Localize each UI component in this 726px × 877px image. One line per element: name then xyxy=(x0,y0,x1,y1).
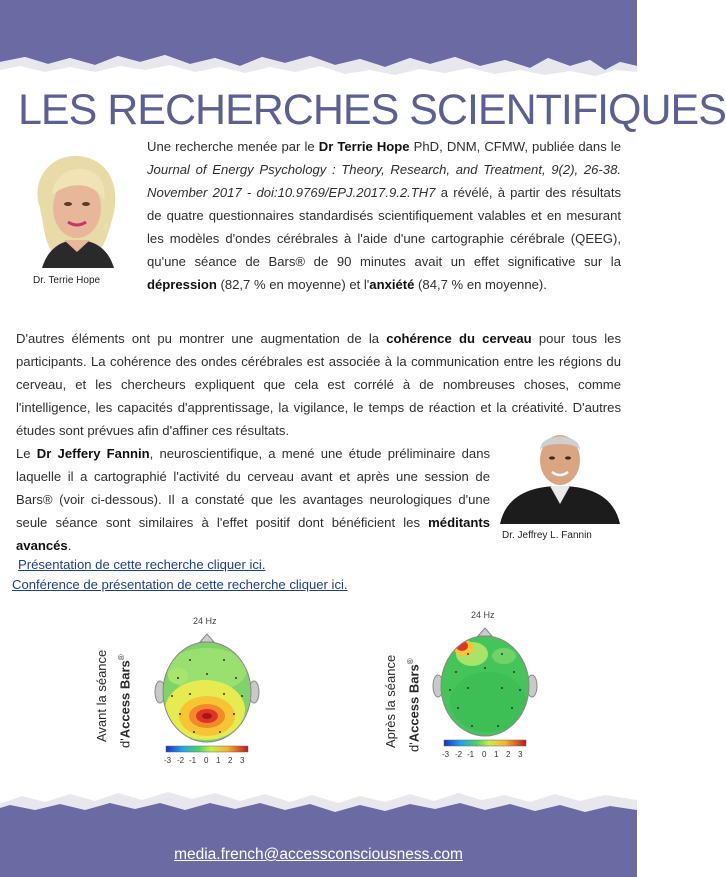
before-session-label: Avant la séance xyxy=(94,649,109,742)
after-scale-ticks xyxy=(442,750,523,759)
scale-tick: 2 xyxy=(228,756,233,765)
brain-coherence-paragraph: D'autres éléments ont pu montrer une augmentation de la cohérence du cerveau pour tous les participants. La cohérence des ondes cérébrales est associée à la communication entre les régions du cerveau, et les chercheurs expliquent que cela est corrélé à de nombreuses choses, comme l'intelligence, les capacités d'apprentissage, la vigilance, le temps de réaction et la créativité. D'autres études sont prévues afin d'affiner ces résultats. xyxy=(16,331,622,438)
contact-email-link[interactable]: media.french@accessconsciousness.com xyxy=(174,846,463,863)
jeffrey-fannin-photo xyxy=(500,420,620,524)
before-frequency-label: 24 Hz xyxy=(193,616,217,626)
terrie-hope-caption: Dr. Terrie Hope xyxy=(33,275,101,286)
scale-tick: 3 xyxy=(240,756,245,765)
scale-tick: 1 xyxy=(494,750,499,759)
brain-map-before xyxy=(150,612,280,777)
fannin-study-paragraph: Le Dr Jeffery Fannin, neuroscientifique, a mené une étude préliminaire dans laquelle il a cartographié l'activité du cerveau avant et après une session de Bars® (voir ci-dessous). Il a constaté que les avantages neurologiques d'une seule séance sont similaires à l'effet positif dont bénéficient les méditants avancés. xyxy=(16,446,491,553)
scale-tick: -1 xyxy=(467,750,475,759)
before-scale-ticks xyxy=(164,756,245,765)
after-session-label: Après la séance xyxy=(383,654,398,748)
scale-tick: -1 xyxy=(189,756,197,765)
before-session-label-brand: d'Access Bars® xyxy=(117,654,133,748)
scale-tick: -2 xyxy=(177,756,185,765)
top-decorative-band xyxy=(0,0,637,100)
scale-tick: 0 xyxy=(482,750,487,759)
hope-research-paragraph: Une recherche menée par le Dr Terrie Hope PhD, DNM, CFMW, publiée dans le Journal of Energy Psychology : Theory, Research, and Treatment, 9(2), 26-38. November 2017 - doi:10.9769/EPJ.2017.9.2.TH7 a révélé, à partir des résultats de quatre questionnaires standardisés scientifiquement valables et en mesurant les modèles d'ondes cérébrales à l'aide d'une cartographie cérébrale (QEEG), qu'une séance de Bars® de 90 minutes avait un effet significative sur la dépression (82,7 % en moyenne) et l'anxiété (84,7 % en moyenne). xyxy=(147,139,622,292)
scale-tick: -3 xyxy=(442,750,450,759)
presentation-link[interactable]: Présentation de cette recherche cliquer ici. xyxy=(18,557,266,572)
brain-map-after xyxy=(428,606,558,771)
scale-tick: 2 xyxy=(506,750,511,759)
scale-tick: 3 xyxy=(518,750,523,759)
scale-tick: -2 xyxy=(455,750,463,759)
terrie-hope-photo xyxy=(22,148,130,268)
after-frequency-label: 24 Hz xyxy=(471,610,495,620)
scale-tick: 0 xyxy=(204,756,209,765)
conference-link[interactable]: Conférence de présentation de cette recherche cliquer ici. xyxy=(12,577,348,592)
scale-tick: -3 xyxy=(164,756,172,765)
scale-tick: 1 xyxy=(216,756,221,765)
jeffrey-fannin-caption: Dr. Jeffrey L. Fannin xyxy=(502,530,592,541)
after-session-label-brand: d'Access Bars® xyxy=(406,658,422,752)
page-title: LES RECHERCHES SCIENTIFIQUES xyxy=(18,86,726,134)
